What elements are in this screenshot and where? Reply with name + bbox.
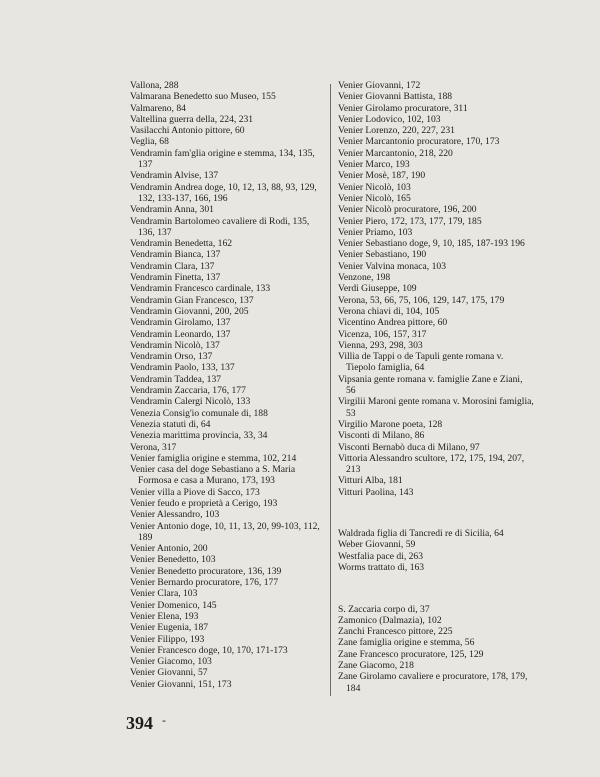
index-entry: Venezia statuti di, 64: [130, 418, 211, 430]
index-entry: Venier Lorenzo, 220, 227, 231: [338, 125, 455, 137]
index-entry: Verdi Giuseppe, 109: [338, 283, 417, 295]
index-entry: Venier Giovanni, 172: [338, 80, 421, 91]
index-entry: Venezia Consig'io comunale di, 188: [130, 407, 268, 419]
index-entry: Worms trattato di, 163: [338, 562, 425, 574]
index-entry: Venier Domenico, 145: [130, 599, 217, 611]
index-column-left: [130, 80, 324, 690]
index-entry: Vendramin Nicolò, 137: [130, 339, 220, 351]
column-divider: [330, 84, 331, 696]
index-entry: Venier Benedetto, 103: [130, 554, 216, 566]
index-entry: Vendramin Giovanni, 200, 205: [130, 305, 249, 317]
index-entry: Venier Girolamo procuratore, 311: [338, 102, 468, 114]
index-entry: Valmareno, 84: [130, 102, 186, 114]
index-entry: Venier Antonio doge, 10, 11, 13, 20, 99-103, 112, 189: [130, 520, 320, 543]
index-entry: Vendramin fam'glia origine e stemma, 134, 135, 137: [130, 147, 315, 171]
index-entry: Venier Nicolò procuratore, 196, 200: [338, 204, 477, 216]
index-entry: Vendramin Taddea, 137: [130, 373, 222, 385]
index-entry: Zane Girolamo cavaliere e procuratore, 178, 179, 184: [338, 671, 528, 694]
index-entry: Venier famiglia origine e stemma, 102, 214: [130, 452, 297, 464]
index-entry: Vendramin Girolamo, 137: [130, 317, 231, 329]
index-entry: Vendramin Anna, 301: [130, 204, 214, 216]
index-entry: Vendramin Bianca, 137: [130, 249, 221, 261]
index-entry: Vienna, 293, 298, 303: [338, 339, 423, 351]
page-mark: -: [162, 713, 166, 727]
index-entry: Venier Piero, 172, 173, 177, 179, 185: [338, 215, 482, 227]
index-entry: Vendramin Leonardo, 137: [130, 328, 231, 340]
index-entry: Venier Giovanni Battista, 188: [338, 91, 453, 103]
index-entry: Venier Clara, 103: [130, 588, 198, 600]
section-gap: [338, 508, 534, 519]
index-entry: Vallona, 288: [130, 80, 179, 91]
index-entry: Venier Mosè, 187, 190: [338, 170, 426, 182]
index-entry: Zane Francesco procuratore, 125, 129: [338, 648, 484, 660]
index-entry: Venier Giovanni, 151, 173: [130, 678, 232, 690]
index-entry: Venier Benedetto procuratore, 136, 139: [130, 565, 282, 577]
index-entry: Venier Marco, 193: [338, 159, 410, 171]
index-entry: Waldrada figlia di Tancredi re di Sicilia, 64: [338, 528, 504, 540]
index-entry: Virgilio Marone poeta, 128: [338, 418, 443, 430]
index-entry: Zane Giacomo, 218: [338, 660, 414, 672]
index-entry: Veglia, 68: [130, 136, 169, 148]
index-entry: Vitturi Paolina, 143: [338, 486, 414, 498]
index-entry: Venezia marittima provincia, 33, 34: [130, 430, 268, 442]
index-entry: Verona, 53, 66, 75, 106, 129, 147, 175, 179: [338, 294, 505, 306]
index-entry: Venier Marcantonio, 218, 220: [338, 147, 453, 159]
index-entry: Vendramin Calergi Nicolò, 133: [130, 396, 251, 408]
index-entry: Vicentino Andrea pittore, 60: [338, 317, 448, 329]
index-entry: Venier Valvina monaca, 103: [338, 260, 446, 272]
index-entry: Venier Antonio, 200: [130, 543, 208, 555]
index-entry: Vendramin Clara, 137: [130, 260, 215, 272]
index-entry: Venier Lodovico, 102, 103: [338, 113, 441, 125]
index-entry: Vendramin Benedetta, 162: [130, 238, 233, 250]
index-entry: Venier Sebastiano doge, 9, 10, 185, 187-193 196: [338, 238, 525, 250]
index-entry: Venier feudo e proprietà a Cerigo, 193: [130, 497, 278, 509]
page-number: 394: [126, 713, 153, 733]
index-entry: Visconti di Milano, 86: [338, 430, 425, 442]
index-entry: Verona chiavi di, 104, 105: [338, 305, 440, 317]
index-entry: Vasilacchi Antonio pittore, 60: [130, 125, 245, 137]
index-entry: Vittoria Alessandro scultore, 172, 175, 194, 207, 213: [338, 452, 525, 476]
index-entry: Venier Giovanni, 57: [130, 667, 208, 679]
index-entry: Zanchi Francesco pittore, 225: [338, 626, 453, 638]
index-entry: S. Zaccaria corpo di, 37: [338, 603, 430, 615]
index-entry: Vipsania gente romana v. famiglie Zane e Ziani, 56: [338, 373, 523, 397]
index-entry: Valtellina guerra della, 224, 231: [130, 113, 254, 125]
index-entry: Venier Elena, 193: [130, 610, 199, 622]
index-entry: Zane famiglia origine e stemma, 56: [338, 637, 475, 649]
index-entry: Weber Giovanni, 59: [338, 539, 416, 551]
index-entry: Venier villa a Piove di Sacco, 173: [130, 486, 260, 498]
index-entry: Vendramin Gian Francesco, 137: [130, 294, 254, 306]
index-entry: Verona, 317: [130, 441, 177, 453]
index-entry: Vendramin Zaccaria, 176, 177: [130, 385, 246, 397]
index-entry: Venier Priamo, 103: [338, 226, 413, 238]
index-entry: Vendramin Bartolomeo cavaliere di Rodi, 135, 136, 137: [130, 215, 310, 238]
index-entry: Venier Nicolò, 165: [338, 192, 411, 204]
index-entry: Venier Eugenia, 187: [130, 622, 209, 634]
index-entry: Venier Nicolò, 103: [338, 181, 411, 193]
index-entry: Valmarana Benedetto suo Museo, 155: [130, 91, 276, 103]
index-entry: Visconti Bernabò duca di Milano, 97: [338, 441, 480, 453]
index-entry: Vendramin Francesco cardinale, 133: [130, 283, 271, 295]
index-entry: Venzone, 198: [338, 272, 391, 284]
index-entry: Venier Sebastiano, 190: [338, 249, 427, 261]
index-entry: Vendramin Paolo, 133, 137: [130, 362, 235, 374]
index-entry: Venier Marcantonio procuratore, 170, 173: [338, 136, 500, 148]
index-entry: Vendramin Alvise, 137: [130, 170, 219, 182]
index-entry: Venier Bernardo procuratore, 176, 177: [130, 577, 279, 589]
index-entry: Venier casa del doge Sebastiano a S. Maria Formosa e casa a Murano, 173, 193: [130, 464, 296, 487]
index-entry: Virgilii Maroni gente romana v. Morosini famiglia, 53: [338, 396, 534, 419]
index-entry: Venier Giacomo, 103: [130, 656, 212, 668]
index-entry: Venier Francesco doge, 10, 170, 171-173: [130, 644, 288, 656]
index-entry: Zamonico (Dalmazia), 102: [338, 614, 442, 626]
index-entry: Vicenza, 106, 157, 317: [338, 328, 427, 340]
index-entry: Vendramin Finetta, 137: [130, 272, 221, 284]
index-entry: Venier Alessandro, 103: [130, 509, 220, 521]
index-entry: Vendramin Orso, 137: [130, 351, 213, 363]
index-entry: Westfalia pace di, 263: [338, 550, 424, 562]
index-entry: Villia de Tappi o de Tapuli gente romana v. Tiepolo famiglia, 64: [338, 351, 504, 374]
index-entry: Vitturi Alba, 181: [338, 475, 403, 487]
section-gap: [338, 583, 534, 594]
index-entry: Venier Filippo, 193: [130, 633, 205, 645]
index-entry: Vendramin Andrea doge, 10, 12, 13, 88, 93, 129, 132, 133-137, 166, 196: [130, 181, 317, 204]
index-column-right: [338, 80, 534, 694]
